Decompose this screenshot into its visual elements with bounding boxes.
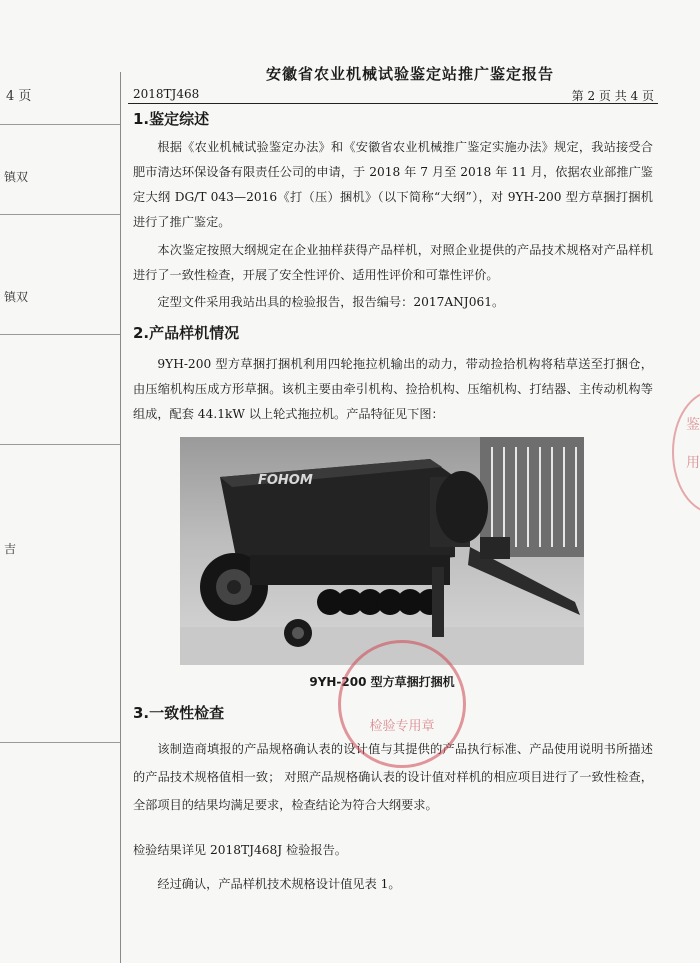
- partial-seal-text: 鉴: [686, 417, 700, 433]
- adjacent-page-strip: [0, 72, 121, 963]
- strip-rule: [0, 742, 120, 743]
- inspection-seal: [338, 640, 466, 768]
- adjacent-page-number: 4 页: [6, 89, 32, 104]
- section-3-title: 3.一致性检查: [133, 704, 225, 722]
- strip-rule: [0, 334, 120, 335]
- report-number: 2018TJ468: [133, 87, 200, 101]
- brand-text: FOHOM: [258, 473, 313, 488]
- strip-text: 镇双: [4, 290, 29, 304]
- section-3-paragraph: 经过确认，产品样机技术规格设计值见表 1。: [157, 877, 401, 891]
- product-photo: [180, 437, 584, 665]
- section-1-title: 1.鉴定综述: [133, 110, 210, 128]
- section-3-paragraph: 检验结果详见 2018TJ468J 检验报告。: [133, 843, 347, 857]
- section-1-paragraph: 根据《农业机械试验鉴定办法》和《安徽省农业机械推广鉴定实施办法》规定，我站接受合肥市清达环保设备有限责任公司的申请，于 2018 年 7 月至 2018 年 11 月，依据农业部推广鉴定大纲 DG/T 043—2016《打（压）捆机》（以下简称“大纲”），对 9YH-200 型方草捆打捆机进行了推广鉴定。: [133, 140, 653, 229]
- report-title: 安徽省农业机械试验鉴定站推广鉴定报告: [265, 65, 554, 83]
- header-divider: [128, 103, 658, 104]
- strip-text: 镇双: [4, 170, 29, 184]
- section-1-paragraph: 定型文件采用我站出具的检验报告，报告编号：2017ANJ061。: [157, 295, 505, 309]
- section-3-paragraph: 该制造商填报的产品规格确认表的设计值与其提供的产品执行标准、产品使用说明书所描述的产品技术规格值相一致； 对照产品规格确认表的设计值对样机的相应项目进行了一致性检查，全部项目的结果均满足要求，检查结论为符合大纲要求。: [133, 742, 653, 812]
- strip-text: 吉: [4, 542, 17, 556]
- page-info: 第 2 页 共 4 页: [571, 89, 654, 103]
- section-2-title: 2.产品样机情况: [133, 324, 240, 342]
- baler-illustration: [180, 437, 584, 665]
- section-2-paragraph: 9YH-200 型方草捆打捆机利用四轮拖拉机输出的动力，带动捡拾机构将秸草送至打捆仓，由压缩机构压成方形草捆。该机主要由牵引机构、捡拾机构、压缩机构、打结器、主传动机构等组成，配套 44.1kW 以上轮式拖拉机。产品特征见下图：: [133, 357, 653, 421]
- strip-rule: [0, 214, 120, 215]
- strip-rule: [0, 444, 120, 445]
- photo-caption: 9YH-200 型方草捆打捆机: [309, 675, 455, 689]
- partial-seal: [672, 390, 700, 514]
- section-1-paragraph: 本次鉴定按照大纲规定在企业抽样获得产品样机，对照企业提供的产品技术规格对产品样机进行了一致性检查，开展了安全性评价、适用性评价和可靠性评价。: [133, 243, 653, 282]
- seal-text: 检验专用章: [369, 719, 435, 734]
- partial-seal-text: 用: [686, 455, 700, 471]
- strip-rule: [0, 124, 120, 125]
